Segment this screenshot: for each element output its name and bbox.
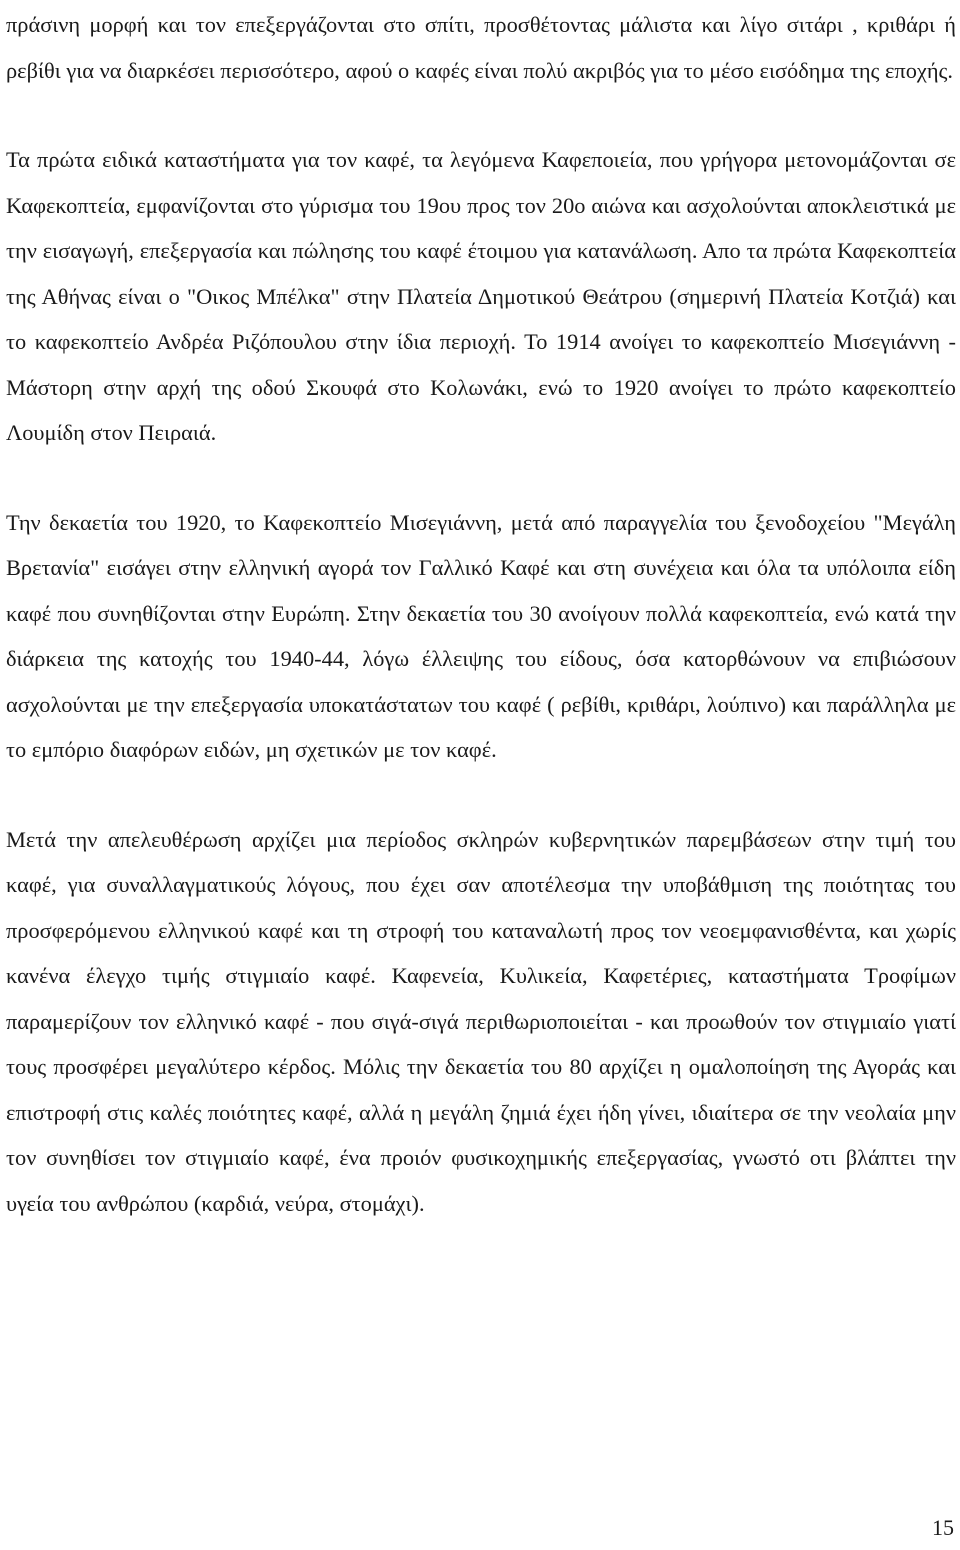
document-page [6,2,956,1226]
paragraph-2: Τα πρώτα ειδικά καταστήματα για τον καφέ, τα λεγόμενα Καφεποιεία, που γρήγορα μετονομάζονται σε Καφεκοπτεία, εμφανίζονται στο γύρισμα του 19ου προς τον 20ο αιώνα και ασχολούνται αποκλειστικά με την εισαγωγή, επεξεργασία και πώλησης του καφέ έτοιμου για κατανάλωση. Απο τα πρώτα Καφεκοπτεία της Αθήνας είναι ο "Οικος Μπέλκα" στην Πλατεία Δημοτικού Θεάτρου (σημερινή Πλατεία Κοτζιά) και το καφεκοπτείο Ανδρέα Ριζόπουλου στην ίδια περιοχή. Το 1914 ανοίγει το καφεκοπτείο Μισεγιάννη - Μάστορη στην αρχή της οδού Σκουφά στο Κολωνάκι, ενώ το 1920 ανοίγει το πρώτο καφεκοπτείο Λουμίδη στον Πειραιά. [6,147,956,445]
paragraph-3: Την δεκαετία του 1920, το Καφεκοπτείο Μισεγιάννη, μετά από παραγγελία του ξενοδοχείου "Μεγάλη Βρετανία" εισάγει στην ελληνική αγορά τον Γαλλικό Καφέ και στη συνέχεια και όλα τα υπόλοιπα είδη καφέ που συνηθίζονται στην Ευρώπη. Στην δεκαετία του 30 ανοίγουν πολλά καφεκοπτεία, ενώ κατά την διάρκεια της κατοχής του 1940-44, λόγω έλλειψης του είδους, όσα κατορθώνουν να επιβιώσουν ασχολούνται με την επεξεργασία υποκατάστατων του καφέ ( ρεβίθι, κριθάρι, λούπινο) και παράλληλα με το εμπόριο διαφόρων ειδών, μη σχετικών με τον καφέ. [6,509,956,762]
page-number: 15 [932,1515,954,1540]
paragraph-1: πράσινη μορφή και τον επεξεργάζονται στο σπίτι, προσθέτοντας μάλιστα και λίγο σιτάρι , κριθάρι ή ρεβίθι για να διαρκέσει περισσότερο, αφού ο καφές είναι πολύ ακριβός για το μέσο εισόδημα της εποχής. [6,12,956,83]
paragraph-4: Μετά την απελευθέρωση αρχίζει μια περίοδος σκληρών κυβερνητικών παρεμβάσεων στην τιμή του καφέ, για συναλλαγματικούς λόγους, που έχει σαν αποτέλεσμα την υποβάθμιση της ποιότητας του προσφερόμενου ελληνικού καφέ και τη στροφή του καταναλωτή προς τον νεοεμφανισθέντα, και χωρίς κανένα έλεγχο τιμής στιγμιαίο καφέ. Καφενεία, Κυλικεία, Καφετέριες, καταστήματα Τροφίμων παραμερίζουν τον ελληνικό καφέ - που σιγά-σιγά περιθωριοποιείται - και προωθούν τον στιγμιαίο γιατί τους προσφέρει μεγαλύτερο κέρδος. Μόλις την δεκαετία του 80 αρχίζει η ομαλοποίηση της Αγοράς και επιστροφή στις καλές ποιότητες καφέ, αλλά η μεγάλη ζημιά έχει ήδη γίνει, ιδιαίτερα σε την νεολαία μην τον συνηθίσει τον στιγμιαίο καφέ, ένα προιόν φυσικοχημικής επεξεργασίας, γνωστό οτι βλάπτει την υγεία του ανθρώπου (καρδιά, νεύρα, στομάχι). [6,826,956,1216]
